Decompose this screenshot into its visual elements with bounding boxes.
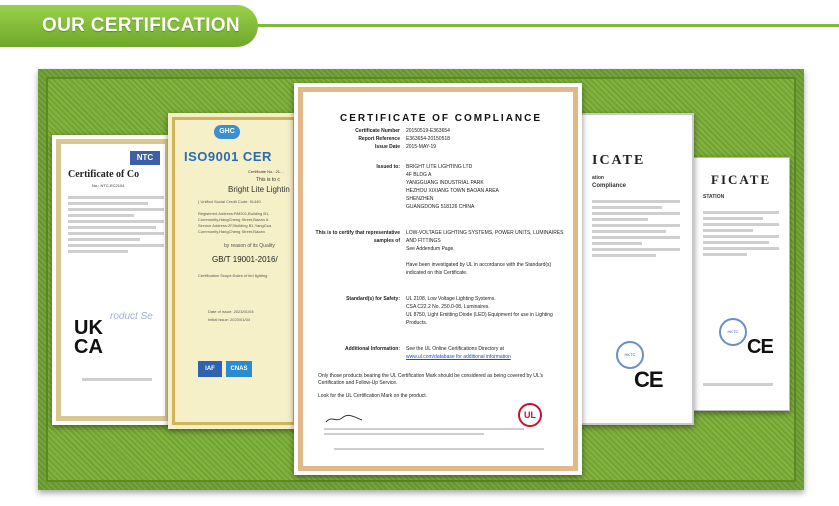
iso-scope: Certification Scope:Sales of led lighting [198, 273, 268, 278]
ul-standards-label: Standard(s) for Safety: [346, 296, 400, 302]
iso-cert-no: Certificate No.: 21… [248, 169, 285, 174]
ul-issued-lines [406, 163, 568, 211]
ul-standard: UL 8750, Light Emitting Diode (LED) Equipment for use in Lighting Products. [406, 312, 553, 326]
hktc-seal-icon [719, 318, 747, 346]
hktc-seal-label: HKTC [727, 329, 739, 334]
ul-certify-text: LOW-VOLTAGE LIGHTING SYSTEMS, POWER UNITS, LUMINAIRES AND FITTINGS [406, 230, 564, 244]
iso-date-initial: Initial issue: 2023/01/04 [208, 317, 251, 322]
ul-field-value: 20150519-E363654 [406, 128, 450, 134]
ul-investigated: Have been investigated by UL in accordance with the Standard(s) indicated on this Certificate. [406, 262, 552, 276]
signature-icon [324, 411, 364, 421]
ntc-badge-icon: NTC [130, 151, 160, 165]
ul-standards [308, 295, 568, 327]
ul-note-1: Only those products bearing the UL Certification Mark should be considered as being covered by UL's Certification and Follow-Up Service. [318, 373, 544, 386]
iso-title: ISO9001 CER [184, 149, 272, 164]
ul-footer-lines [324, 425, 524, 438]
ul-field-label: Certificate Number [355, 128, 400, 134]
ce-certificate-middle [570, 113, 694, 425]
ce-mid-title: ICATE [592, 153, 646, 168]
hktc-seal-label: HKTC [624, 352, 636, 357]
ce-mid-subtitle2: Compliance [592, 183, 627, 189]
ce-mid-subtitle: ation [592, 175, 604, 181]
iso-issued-line: This is to c [256, 177, 280, 183]
ul-certify-label: This is to certify that representative samples of [315, 230, 400, 244]
ul-issued-line: BRIGHT LITE LIGHTING LTD [406, 164, 473, 170]
ul-issued-line: HEZHOU XIXIANG TOWN BAOAN AREA [406, 188, 499, 194]
ukca-mark-line2: CA [74, 336, 103, 358]
ce-right-subtitle: STATION [703, 194, 725, 200]
ul-issued-line: SHENZHEN [406, 196, 434, 202]
ul-field-row [308, 127, 568, 135]
ul-addendum: See Addendum Page. [406, 246, 455, 252]
ukca-certificate [52, 135, 174, 425]
ul-mark-icon [518, 403, 542, 427]
ul-field-value: 2015-MAY-19 [406, 144, 437, 150]
ce-mark-icon: CE [747, 336, 773, 358]
ul-field-label: Issue Date [374, 144, 400, 150]
iso-quality-line: by reason of its Quality [224, 243, 275, 249]
iso9001-certificate [168, 113, 300, 429]
ul-additional-label: Additional Information: [345, 346, 400, 352]
ce-mark-icon: CE [634, 367, 663, 392]
ul-field-label: Report Reference [358, 136, 400, 142]
ul-field-row [308, 143, 568, 151]
certificate-board [38, 69, 804, 490]
ce-mid-body [592, 197, 680, 260]
iaf-logo-icon: IAF [198, 361, 222, 377]
ukca-mark-line1: UK [74, 317, 103, 339]
ukca-mark-icon [74, 319, 103, 357]
iso-standard: GB/T 19001-2016/ [212, 255, 278, 264]
ul-certificate [294, 83, 582, 475]
cnas-logo-icon: CNAS [226, 361, 252, 377]
ce-right-body [703, 208, 779, 259]
iso-date-issue: Date of issue: 2023/01/04 [208, 309, 254, 314]
ul-field-value: E363654-20150518 [406, 136, 450, 142]
ul-issued-line: GUANGDONG 518126 CHINA [406, 204, 475, 210]
ul-standard: CSA C22.2 No. 250.0-08, Luminaires. [406, 304, 490, 310]
iso-address-2: Community,HangCheng Street,Baoan A [198, 217, 269, 222]
iso-address-1: Registered Address:RM201,Building B1, [198, 211, 270, 216]
iso-address-3: Service Address:2F,Building B1,YangGua [198, 223, 272, 228]
ul-additional-text: See the UL Online Certifications Directory at [406, 346, 504, 352]
ul-field-row [308, 135, 568, 143]
ul-title: CERTIFICATE OF COMPLIANCE [340, 113, 543, 124]
ul-additional [308, 345, 568, 361]
ul-database-link[interactable]: www.ul.com/database for additional information [406, 354, 511, 360]
ul-issued-to [308, 163, 568, 211]
ul-mark-label: UL [524, 410, 536, 420]
ukca-body [68, 193, 164, 256]
ghc-badge-icon: GHC [214, 125, 240, 139]
iso-address-4: Community,HangCheng Street,Baoan [198, 229, 265, 234]
ul-fields [308, 127, 568, 151]
ukca-title: Certificate of Co [68, 169, 140, 180]
ul-certify [308, 229, 568, 277]
ukca-number: No.: NTC-EC2104 [92, 183, 125, 188]
ul-note-2: Look for the UL Certification Mark on the product. [318, 393, 428, 399]
ul-issued-line: 4F BLDG A [406, 172, 432, 178]
iso-credit-code: ( Unified Social Credit Code: 91440 [198, 199, 261, 204]
hktc-seal-icon [616, 341, 644, 369]
iso-company: Bright Lite Lightin [228, 185, 290, 194]
ul-issued-label: Issued to: [376, 164, 400, 170]
section-title: OUR CERTIFICATION [0, 5, 258, 47]
ce-right-title: FICATE [711, 172, 772, 187]
ukca-watermark: roduct Se [110, 311, 153, 322]
ul-standard: UL 2108, Low Voltage Lighting Systems. [406, 296, 496, 302]
ul-issued-line: YANGGUANG INDUSTRIAL PARK [406, 180, 484, 186]
